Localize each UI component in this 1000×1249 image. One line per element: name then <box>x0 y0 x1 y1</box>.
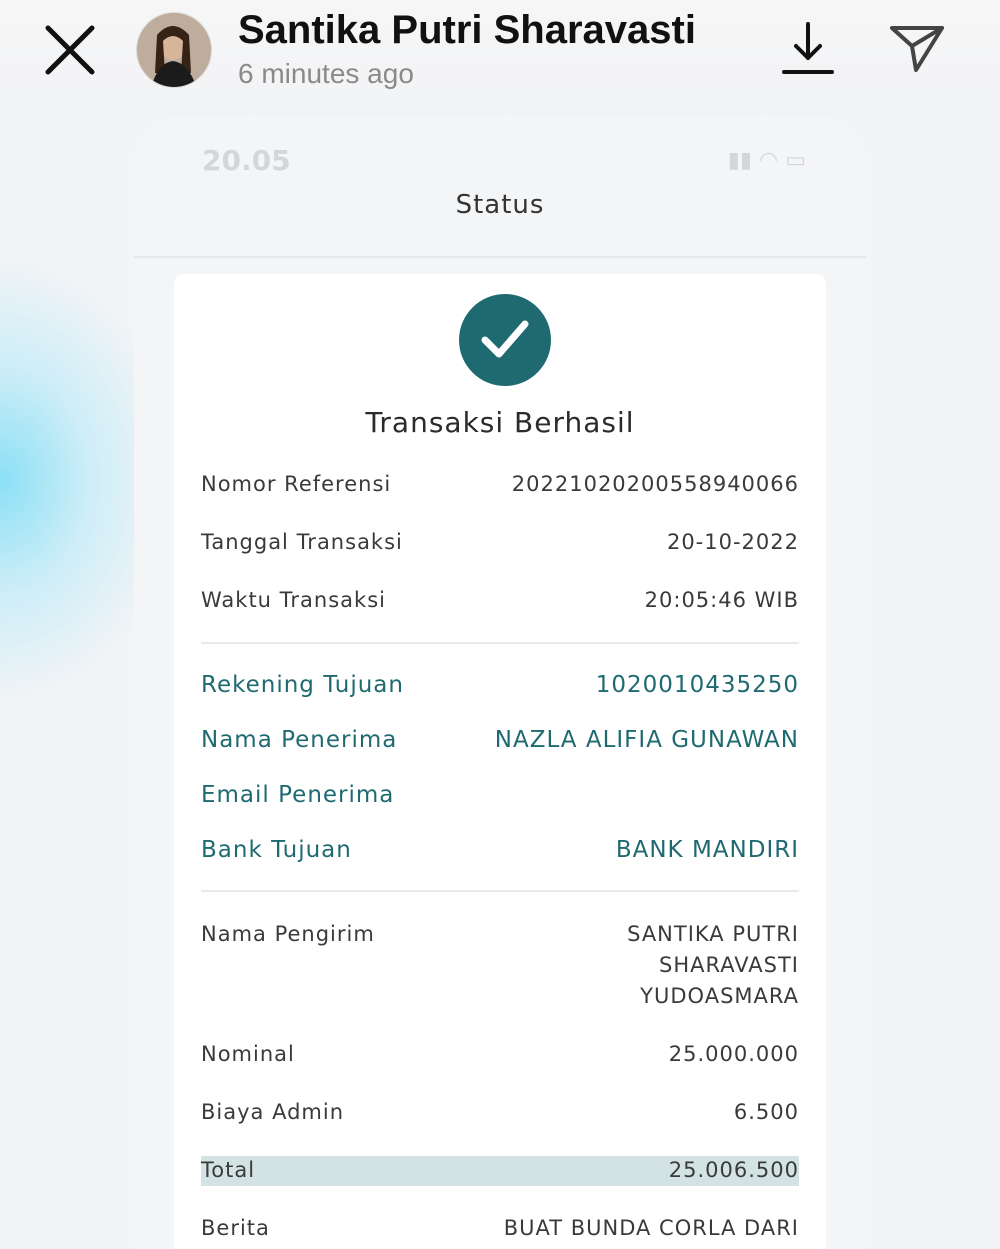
sender-value <box>627 919 799 1012</box>
avatar-photo <box>137 13 212 88</box>
email-label: Email Penerima <box>201 782 395 808</box>
section-divider <box>201 642 799 644</box>
note-row <box>201 1216 799 1249</box>
date-value: 20-10-2022 <box>666 530 799 554</box>
admin-fee-label: Biaya Admin <box>201 1100 345 1124</box>
sender-label: Nama Pengirim <box>201 922 375 946</box>
phone-status-bar <box>134 116 866 196</box>
time-label: Waktu Transaksi <box>201 588 386 612</box>
recipient-value: NAZLA ALIFIA GUNAWAN <box>494 727 799 753</box>
nav-divider <box>134 256 866 258</box>
total-row <box>201 1158 799 1192</box>
page-title: Status <box>455 190 545 220</box>
close-button[interactable] <box>40 20 100 80</box>
note-label: Berita <box>201 1216 270 1240</box>
time-value: 20:05:46 WIB <box>644 588 799 612</box>
account-value: 1020010435250 <box>595 672 799 698</box>
share-button[interactable] <box>886 20 948 76</box>
download-button[interactable] <box>780 18 836 80</box>
wifi-icon: ◠ <box>759 148 779 173</box>
phone-status-icons <box>728 148 806 173</box>
sender-value-line: YUDOASMARA <box>640 984 799 1008</box>
signal-icon: ▮▮ <box>727 148 752 173</box>
avatar[interactable] <box>136 12 212 88</box>
sender-row <box>201 919 799 1019</box>
admin-fee-value: 6.500 <box>733 1100 799 1124</box>
recipient-label: Nama Penerima <box>201 727 398 753</box>
recipient-row <box>201 727 799 761</box>
reference-label: Nomor Referensi <box>201 472 392 496</box>
story-header <box>0 0 1000 110</box>
receipt-card <box>174 274 826 1249</box>
note-value: BUAT BUNDA CORLA DARI <box>503 1216 799 1240</box>
story-time-ago: 6 minutes ago <box>238 58 414 89</box>
time-row <box>201 588 799 622</box>
sender-value-line: SANTIKA PUTRI <box>627 922 799 946</box>
total-label: Total <box>201 1158 256 1182</box>
reference-row <box>201 472 799 506</box>
battery-icon: ▭ <box>785 148 806 173</box>
story-user-name[interactable]: Santika Putri Sharavasti <box>238 8 696 52</box>
account-row <box>201 672 799 706</box>
admin-fee-row <box>201 1100 799 1134</box>
send-icon <box>886 20 948 76</box>
section-divider <box>201 890 799 892</box>
bank-row <box>201 837 799 871</box>
email-row <box>201 782 799 816</box>
amount-label: Nominal <box>201 1042 295 1066</box>
amount-row <box>201 1042 799 1076</box>
date-row <box>201 530 799 564</box>
checkmark-icon <box>481 318 529 362</box>
sender-value-line: SHARAVASTI <box>659 953 799 977</box>
total-value: 25.006.500 <box>668 1158 799 1182</box>
download-icon <box>780 18 836 80</box>
phone-status-time: 20.05 <box>202 144 291 177</box>
success-title: Transaksi Berhasil <box>365 406 635 439</box>
phone-screenshot <box>134 116 866 1249</box>
bank-label: Bank Tujuan <box>201 837 352 863</box>
date-label: Tanggal Transaksi <box>201 530 403 554</box>
account-label: Rekening Tujuan <box>201 672 404 698</box>
reference-value: 20221020200558940066 <box>511 472 799 496</box>
success-badge <box>459 294 551 386</box>
bank-value: BANK MANDIRI <box>615 837 799 863</box>
close-icon <box>40 20 100 80</box>
amount-value: 25.000.000 <box>668 1042 799 1066</box>
